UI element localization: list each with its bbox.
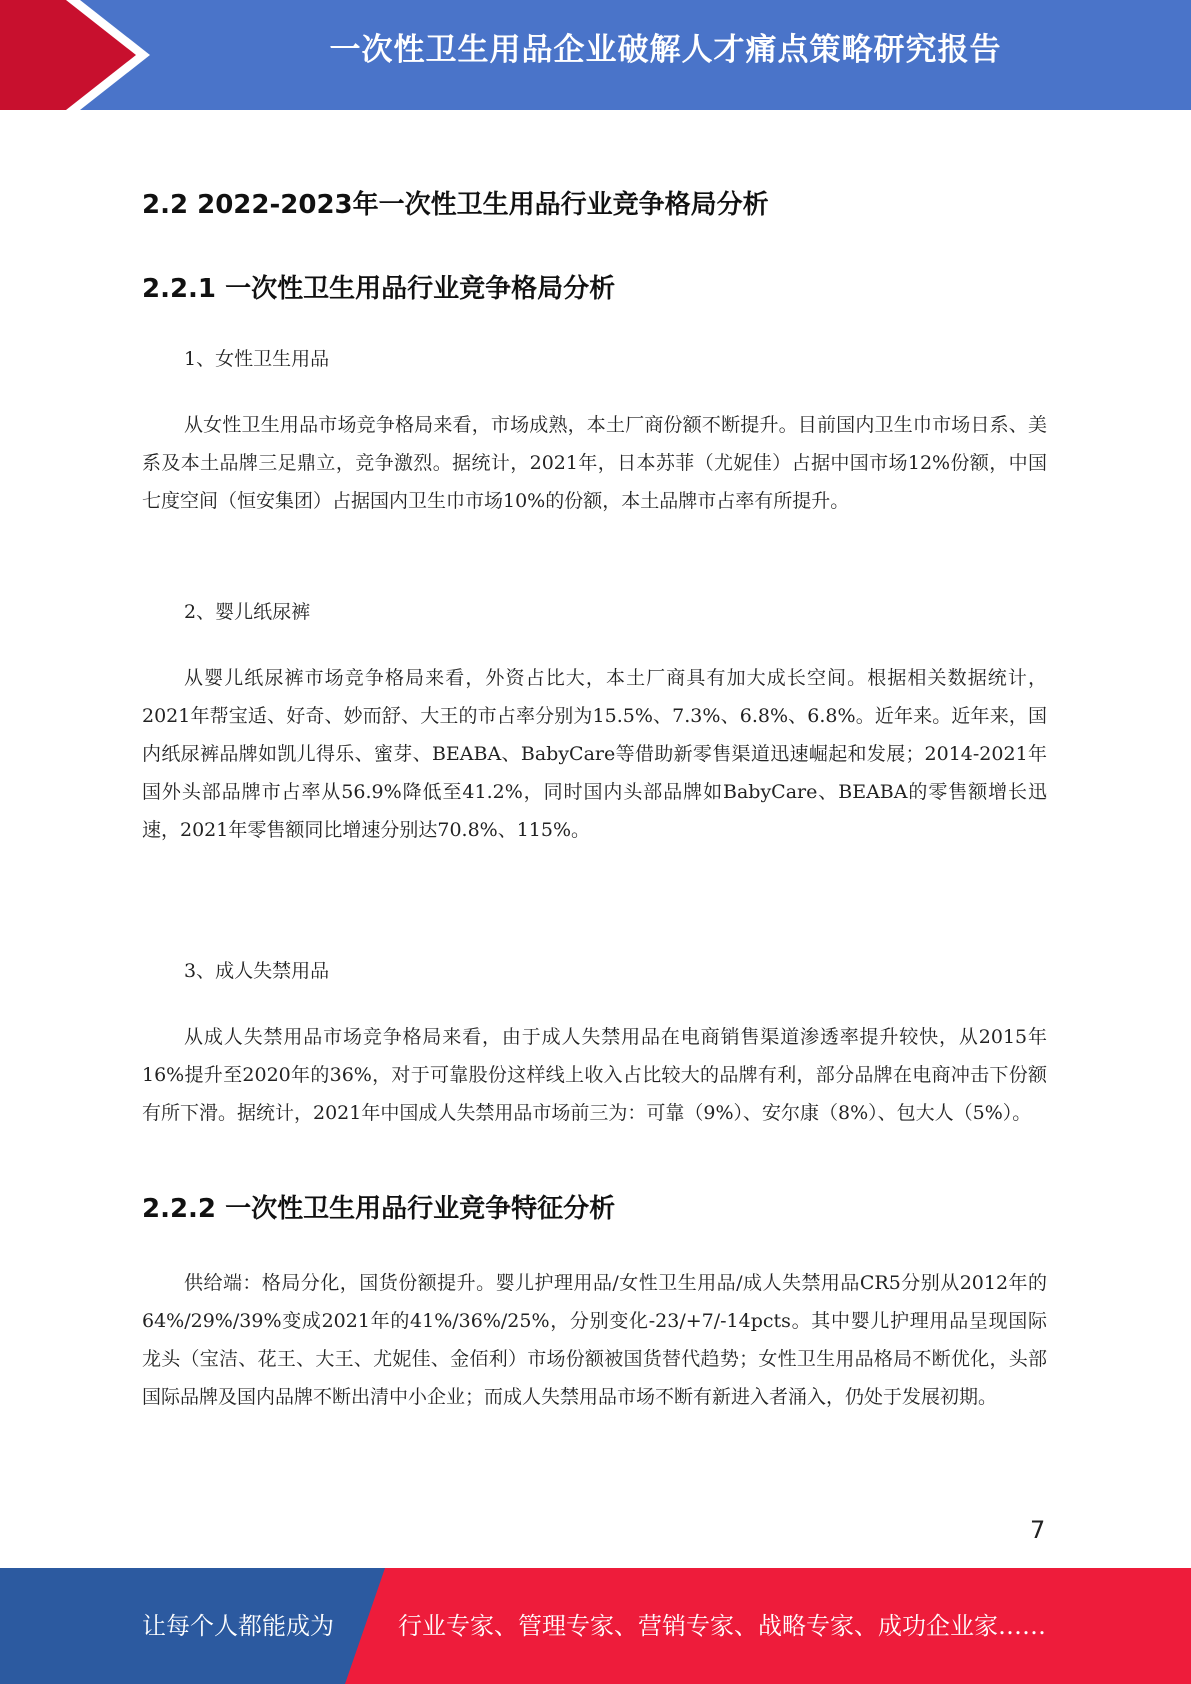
paragraph-female-hygiene: 从女性卫生用品市场竞争格局来看，市场成熟，本土厂商份额不断提升。目前国内卫生巾市场日系、美系及本土品牌三足鼎立，竞争激烈。据统计，2021年，日本苏菲（尤妮佳）占据中国市场12%份额，中国七度空间（恒安集团）占据国内卫生巾市场10%的份额，本土品牌市占率有所提升。 <box>142 414 1047 512</box>
footer-slogan-right: 行业专家、管理专家、营销专家、战略专家、成功企业家…… <box>398 1612 1046 1640</box>
paragraph-baby-diapers: 从婴儿纸尿裤市场竞争格局来看，外资占比大，本土厂商具有加大成长空间。根据相关数据统计，2021年帮宝适、好奇、妙而舒、大王的市占率分别为15.5%、7.3%、6.8%、6.8%。近年来。近年来，国内纸尿裤品牌如凯儿得乐、蜜芽、BEABA、BabyCare等借助新零售渠道迅速崛起和发展；2014-2021年国外头部品牌市占率从56.9%降低至41.2%，同时国内头部品牌如BabyCare、BEABA的零售额增长迅速，2021年零售额同比增速分别达70.8%、115%。 <box>142 667 1047 841</box>
section-heading: 2.2 2022-2023年一次性卫生用品行业竞争格局分析 <box>142 190 769 220</box>
report-title: 一次性卫生用品企业破解人才痛点策略研究报告 <box>329 32 1002 68</box>
item-title-female-hygiene: 1、女性卫生用品 <box>184 348 330 370</box>
item-title-adult-incontinence: 3、成人失禁用品 <box>184 960 330 982</box>
paragraph-competition-features: 供给端：格局分化，国货份额提升。婴儿护理用品/女性卫生用品/成人失禁用品CR5分别从2012年的64%/29%/39%变成2021年的41%/36%/25%，分别变化-23/+7/-14pcts。其中婴儿护理用品呈现国际龙头（宝洁、花王、大王、尤妮佳、金佰利）市场份额被国货替代趋势；女性卫生用品格局不断优化，头部国际品牌及国内品牌不断出清中小企业；而成人失禁用品市场不断有新进入者涌入，仍处于发展初期。 <box>142 1272 1047 1408</box>
header-arrow-icon <box>0 0 160 110</box>
page-header <box>0 0 1191 110</box>
paragraph-adult-incontinence: 从成人失禁用品市场竞争格局来看，由于成人失禁用品在电商销售渠道渗透率提升较快，从2015年16%提升至2020年的36%，对于可靠股份这样线上收入占比较大的品牌有利，部分品牌在电商冲击下份额有所下滑。据统计，2021年中国成人失禁用品市场前三为：可靠（9%）、安尔康（8%）、包大人（5%）。 <box>142 1026 1047 1124</box>
page-footer <box>0 1568 1191 1684</box>
subsection-heading-2-2-1: 2.2.1 一次性卫生用品行业竞争格局分析 <box>142 274 616 304</box>
page-number: 7 <box>1030 1516 1046 1544</box>
footer-slogan-left: 让每个人都能成为 <box>142 1612 334 1640</box>
item-title-baby-diapers: 2、婴儿纸尿裤 <box>184 601 311 623</box>
subsection-heading-2-2-2: 2.2.2 一次性卫生用品行业竞争特征分析 <box>142 1194 616 1224</box>
header-arrow-fill <box>0 0 136 110</box>
